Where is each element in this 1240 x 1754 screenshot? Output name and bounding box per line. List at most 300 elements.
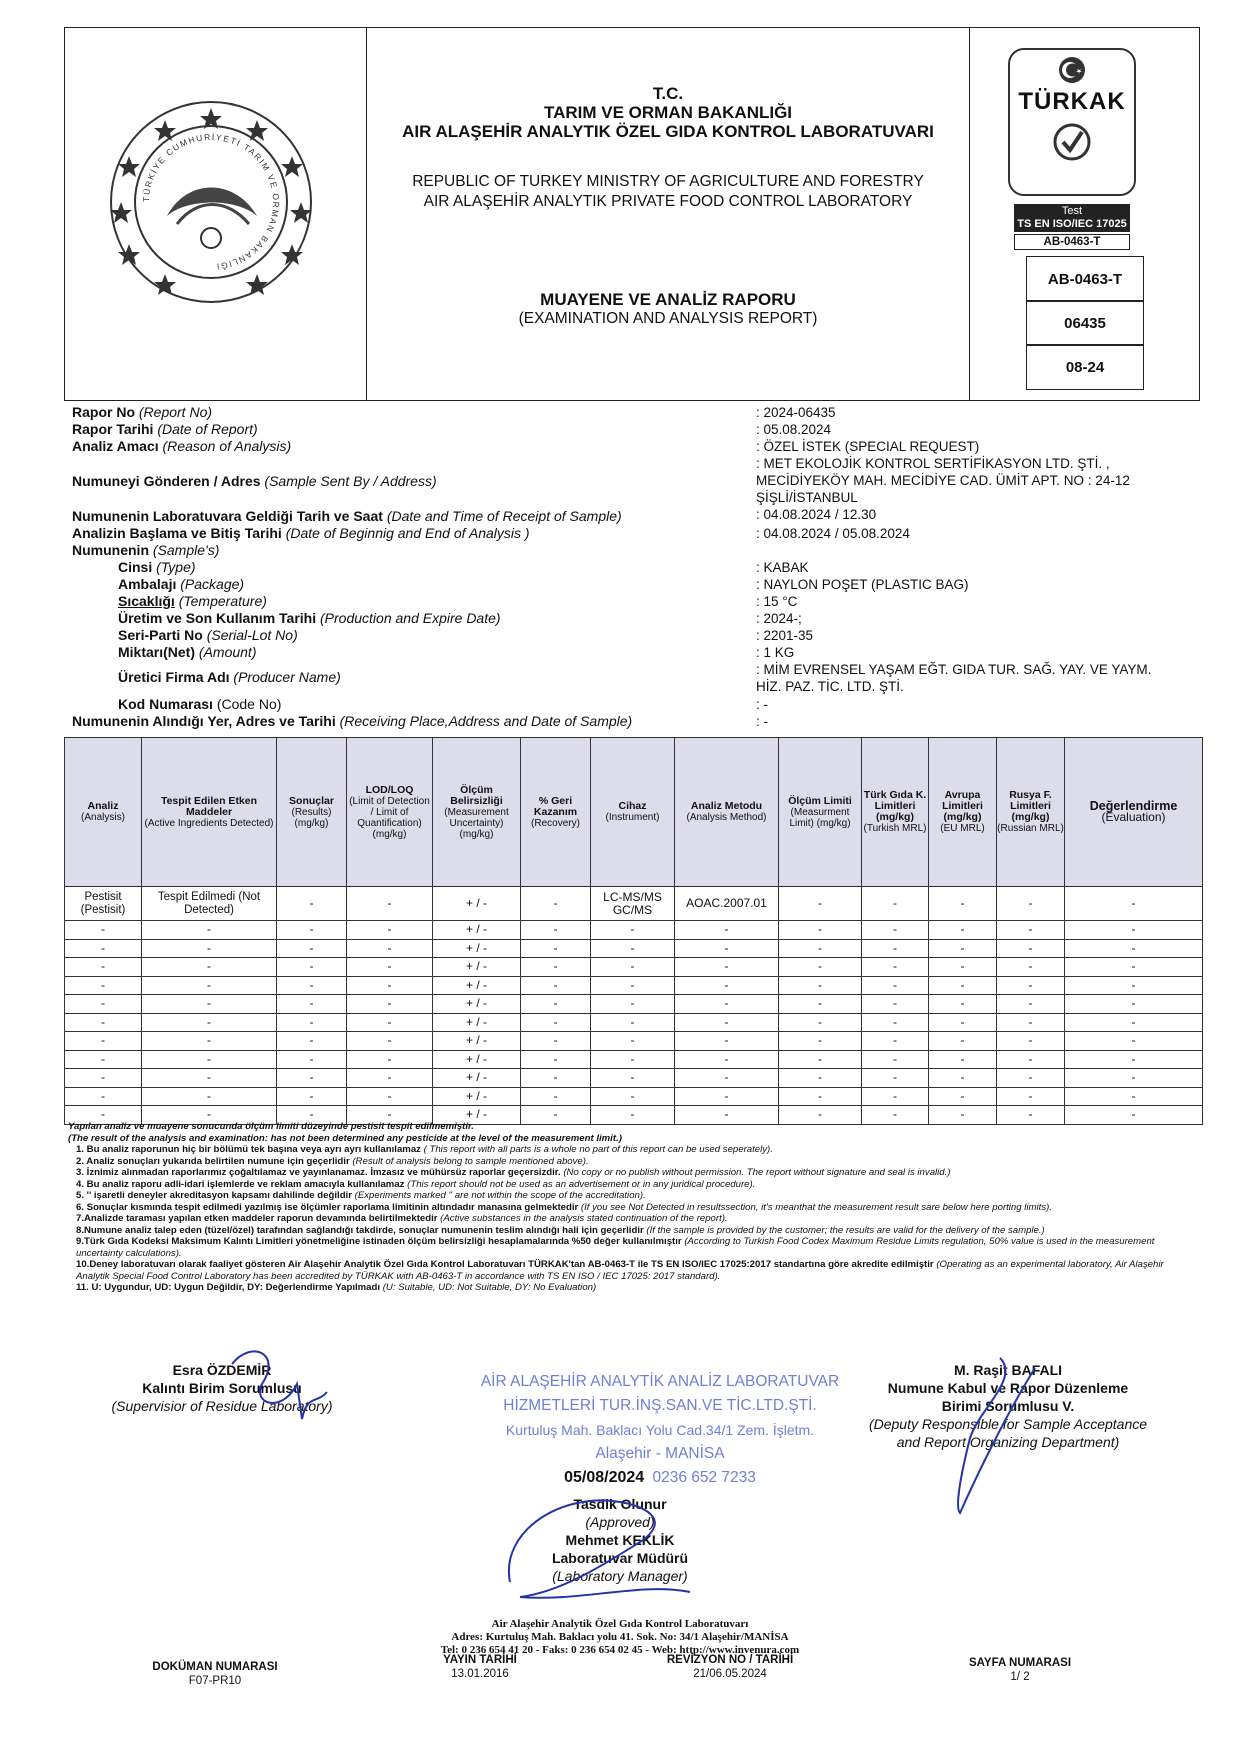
table-row [65, 887, 1203, 921]
cell-method: - [675, 939, 779, 958]
footer-page-number: SAYFA NUMARASI 1/ 2 [968, 1657, 1072, 1683]
accreditation-code-box: AB-0463-T [1026, 256, 1144, 302]
cell-results: - [277, 887, 347, 921]
cell-active-ingredients: - [142, 976, 277, 995]
cell-active-ingredients: - [142, 1069, 277, 1088]
cell-russian-mrl: - [997, 995, 1065, 1014]
info-amount-value: : 1 KG [756, 645, 795, 660]
table-row [65, 1087, 1203, 1106]
footer-contact-line: Tel: 0 236 654 41 20 - Faks: 0 236 654 02 45 - Web: http://www.invenura.com [440, 1644, 800, 1656]
cell-method: - [675, 958, 779, 977]
cell-recovery: - [521, 958, 591, 977]
cell-evaluation: - [1065, 976, 1203, 995]
cell-recovery: - [521, 1050, 591, 1069]
signer-center-role-tr: Laboratuvar Müdürü [551, 1550, 689, 1566]
cell-evaluation: - [1065, 921, 1203, 940]
note-item-tr: 9.Türk Gıda Kodeksi Maksimum Kalıntı Limitleri yönetmeliğine istinaden ölçüm belirsizliği hesaplamalarında %50 değer kullanılmıştır [76, 1236, 682, 1247]
cell-turkish-mrl: - [862, 921, 929, 940]
cell-results: - [277, 921, 347, 940]
cell-analysis: Pestisit (Pestisit) [65, 887, 142, 921]
stamp-line-2: HİZMETLERİ TUR.İNŞ.SAN.VE TİC.LTD.ŞTİ. [503, 1397, 817, 1414]
note-summary-tr: Yapılan analiz ve muayene sonucunda ölçüm limiti düzeyinde pestisit tespit edilmemiştir. [68, 1121, 474, 1132]
cell-eu-mrl: - [929, 939, 997, 958]
lab-title-en: AIR ALAŞEHİR ANALYTIK PRIVATE FOOD CONTROL LABORATORY [423, 193, 913, 210]
cell-evaluation: - [1065, 1087, 1203, 1106]
checkmark-circle-icon [1052, 122, 1092, 162]
signature-right-icon [940, 1348, 1050, 1518]
note-item-tr: 8.Numune analiz talep eden (tüzel/özel) tarafından sağlandığı takdirde, sonuçlar numunenin teslim alındığı hali için geçerlidir [76, 1224, 644, 1236]
cell-instrument: LC-MS/MS GC/MS [591, 887, 675, 921]
stamp-phone: 05/08/2024 0236 652 7233 [564, 1469, 756, 1486]
note-item-en: (Active substances in the analysis stated continuation of the report). [440, 1213, 728, 1224]
header-seal-cell [65, 28, 367, 400]
cell-lod-loq: - [347, 958, 433, 977]
info-code-no: Kod Numarası (Code No) [118, 696, 282, 712]
info-temperature: Sıcaklığı (Temperature) [118, 593, 267, 609]
approved-tr: Tasdik Olunur [573, 1496, 667, 1512]
note-item [76, 1225, 1188, 1237]
cell-measurement-limit: - [779, 1032, 862, 1051]
turkak-test-label: Test [1061, 205, 1083, 217]
note-item-tr: 4. Bu analiz raporu adli-idari işlemlerde ve reklam amacıyla kullanılamaz [76, 1178, 405, 1190]
note-item [76, 1179, 1188, 1191]
cell-instrument: - [591, 958, 675, 977]
info-type-value: : KABAK [756, 560, 809, 575]
cell-eu-mrl: - [929, 921, 997, 940]
cell-eu-mrl: - [929, 995, 997, 1014]
info-producer-value: : MİM EVRENSEL YAŞAM EĞT. GIDA TUR. SAĞ. YAY. VE YAYM. [756, 662, 1152, 677]
table-row [65, 939, 1203, 958]
cell-uncertainty: + / - [433, 1013, 521, 1032]
note-item-en: (This report should not be used as an advertisement or in any juridical procedure). [407, 1178, 756, 1190]
cell-russian-mrl: - [997, 1106, 1065, 1125]
cell-analysis: - [65, 1050, 142, 1069]
cell-analysis: - [65, 995, 142, 1014]
note-summary-en: (The result of the analysis and examination: has not been determined any pesticide at the level of the measurement limit.) [68, 1132, 622, 1144]
table-row [65, 976, 1203, 995]
cell-lod-loq: - [347, 921, 433, 940]
report-title-en: (EXAMINATION AND ANALYSIS REPORT) [518, 310, 818, 327]
info-receiving-place-value: : - [756, 714, 768, 729]
signer-center-role-en: (Laboratory Manager) [552, 1568, 688, 1584]
note-item [76, 1213, 1188, 1225]
ministry-title-en: REPUBLIC OF TURKEY MINISTRY OF AGRICULTURE AND FORESTRY [412, 173, 924, 190]
cell-analysis: - [65, 976, 142, 995]
info-report-no-value: : 2024-06435 [756, 405, 836, 420]
note-item-tr: 10.Deney laboratuvarı olarak faaliyet gösteren Air Alaşehir Analytik Özel Gıda Kontrol Laboratuvarı TÜRKAK'tan AB-0463-T ile TS EN ISO/IEC 17025:2017 standartına göre akredite edilmiştir [76, 1259, 934, 1270]
signature-left-icon [222, 1344, 332, 1424]
note-item [76, 1144, 1188, 1156]
cell-method: - [675, 995, 779, 1014]
cell-eu-mrl: - [929, 1013, 997, 1032]
approved-en: (Approved) [585, 1514, 655, 1530]
cell-evaluation: - [1065, 1013, 1203, 1032]
cell-method: - [675, 1106, 779, 1125]
stamp-line-3: Kurtuluş Mah. Baklacı Yolu Cad.34/1 Zem. İşletm. [505, 1422, 815, 1438]
info-receipt-date-value: : 04.08.2024 / 12.30 [756, 507, 877, 522]
info-analysis-reason-value: : ÖZEL İSTEK (SPECIAL REQUEST) [756, 439, 980, 454]
cell-eu-mrl: - [929, 1032, 997, 1051]
footer-revision: REVİZYON NO / TARİHİ 21/06.05.2024 [666, 1654, 794, 1680]
cell-measurement-limit: - [779, 976, 862, 995]
cell-method: - [675, 976, 779, 995]
note-item [76, 1190, 1188, 1202]
cell-turkish-mrl: - [862, 887, 929, 921]
info-code-no-value: : - [756, 697, 768, 712]
cell-evaluation: - [1065, 939, 1203, 958]
cell-results: - [277, 976, 347, 995]
note-item-en: (Result of analysis belong to sample mentioned above). [352, 1155, 589, 1167]
table-row [65, 1013, 1203, 1032]
col-russian-mrl: Rusya F. Limitleri (mg/kg) (Russian MRL) [997, 738, 1065, 887]
cell-turkish-mrl: - [862, 939, 929, 958]
cell-russian-mrl: - [997, 1069, 1065, 1088]
note-item [76, 1156, 1188, 1168]
col-lod-loq: LOD/LOQ (Limit of Detection / Limit of Quantification) (mg/kg) [347, 738, 433, 887]
signer-left-role-en: (Supervisior of Residue Laboratory) [111, 1398, 333, 1414]
cell-active-ingredients: - [142, 1050, 277, 1069]
cell-recovery: - [521, 1032, 591, 1051]
cell-lod-loq: - [347, 976, 433, 995]
note-item [76, 1202, 1188, 1214]
cell-measurement-limit: - [779, 921, 862, 940]
ministry-title-tr: TARIM VE ORMAN BAKANLIĞI [543, 103, 793, 122]
cell-active-ingredients: - [142, 1087, 277, 1106]
cell-recovery: - [521, 1069, 591, 1088]
col-analysis: Analiz (Analysis) [65, 738, 142, 887]
cell-instrument: - [591, 995, 675, 1014]
cell-turkish-mrl: - [862, 995, 929, 1014]
cell-method: - [675, 1013, 779, 1032]
cell-uncertainty: + / - [433, 939, 521, 958]
note-item-en: (Operating as an experimental laboratory, Air Alaşehir Analytik Special Food Control Laboratory has been accredited by TÜRKAK with AB-0463-T in accordance with TS EN ISO / IEC 17025: 2017 standard). [76, 1259, 1164, 1282]
cell-turkish-mrl: - [862, 1032, 929, 1051]
cell-lod-loq: - [347, 1013, 433, 1032]
signer-right-name: M. Raşit BAFALI [953, 1362, 1063, 1378]
crescent-star-icon [1058, 56, 1086, 84]
cell-eu-mrl: - [929, 1087, 997, 1106]
cell-evaluation: - [1065, 1069, 1203, 1088]
cell-recovery: - [521, 995, 591, 1014]
cell-active-ingredients: - [142, 1032, 277, 1051]
col-uncertainty: Ölçüm Belirsizliği (Measurement Uncertainty) (mg/kg) [433, 738, 521, 887]
cell-analysis: - [65, 1013, 142, 1032]
note-item [76, 1236, 1188, 1259]
cell-analysis: - [65, 921, 142, 940]
cell-uncertainty: + / - [433, 1032, 521, 1051]
col-evaluation: Değerlendirme (Evaluation) [1065, 738, 1203, 887]
cell-instrument: - [591, 1013, 675, 1032]
cell-eu-mrl: - [929, 1106, 997, 1125]
report-header [64, 27, 1200, 401]
signer-center-name: Mehmet KEKLİK [565, 1532, 675, 1548]
cell-active-ingredients: Tespit Edilmedi (Not Detected) [142, 887, 277, 921]
cell-active-ingredients: - [142, 1106, 277, 1125]
results-table-body [65, 887, 1203, 1125]
cell-analysis: - [65, 939, 142, 958]
signer-right-role-en-2: and Report Organizing Department) [896, 1434, 1120, 1450]
cell-eu-mrl: - [929, 958, 997, 977]
cell-measurement-limit: - [779, 1069, 862, 1088]
col-results: Sonuçlar (Results) (mg/kg) [277, 738, 347, 887]
info-report-no: Rapor No (Report No) [72, 404, 213, 420]
svg-text:TÜRKİYE CUMHURİYETİ TARIM VE O: TÜRKİYE CUMHURİYETİ TARIM VE ORMAN BAKANLIĞI [140, 131, 282, 272]
cell-lod-loq: - [347, 1032, 433, 1051]
cell-uncertainty: + / - [433, 887, 521, 921]
table-row [65, 921, 1203, 940]
footer-publish-date: YAYIN TARİHİ 13.01.2016 [443, 1654, 517, 1680]
cell-eu-mrl: - [929, 976, 997, 995]
info-package: Ambalajı (Package) [118, 576, 245, 592]
report-notes [68, 1121, 1188, 1294]
col-recovery: % Geri Kazanım (Recovery) [521, 738, 591, 887]
note-item-tr: 3. İznimiz alınmadan raporlarımız çoğaltılamaz ve yayınlanamaz. İmzasız ve mühürsüz raporlar geçersizdir. [76, 1167, 561, 1178]
signer-right-role-en-1: (Deputy Responsible for Sample Acceptance [868, 1416, 1148, 1432]
note-item-en: (According to Turkish Food Codex Maximum Residue Limits regulation, 50% value is used in the measurement uncertainty calculations). [76, 1236, 1155, 1259]
cell-analysis: - [65, 1069, 142, 1088]
turkak-code: AB-0463-T [1014, 234, 1130, 250]
cell-instrument: - [591, 1087, 675, 1106]
cell-turkish-mrl: - [862, 1069, 929, 1088]
cell-turkish-mrl: - [862, 1050, 929, 1069]
cell-analysis: - [65, 1032, 142, 1051]
cell-uncertainty: + / - [433, 958, 521, 977]
cell-evaluation: - [1065, 1106, 1203, 1125]
cell-evaluation: - [1065, 1032, 1203, 1051]
cell-uncertainty: + / - [433, 995, 521, 1014]
note-item-en: (No copy or no publish without permission. The report without signature and seal is invalid.) [563, 1167, 951, 1178]
cell-measurement-limit: - [779, 995, 862, 1014]
cell-method: AOAC.2007.01 [675, 887, 779, 921]
report-number-box: 06435 [1026, 300, 1144, 346]
signer-left-role-tr: Kalıntı Birim Sorumlusu [142, 1380, 302, 1396]
cell-eu-mrl: - [929, 1050, 997, 1069]
cell-results: - [277, 995, 347, 1014]
col-instrument: Cihaz (Instrument) [591, 738, 675, 887]
cell-russian-mrl: - [997, 1013, 1065, 1032]
cell-results: - [277, 1087, 347, 1106]
signer-left-name: Esra ÖZDEMİR [172, 1362, 272, 1378]
cell-instrument: - [591, 1106, 675, 1125]
stamp-line-4: Alaşehir - MANİSA [595, 1445, 725, 1462]
cell-uncertainty: + / - [433, 1087, 521, 1106]
info-sender-address: MECİDİYEKÖY MAH. MECİDİYE CAD. ÜMİT APT. NO : 24-12 [756, 473, 1130, 488]
footer-address [0, 1618, 1240, 1657]
cell-uncertainty: + / - [433, 1069, 521, 1088]
info-report-date: Rapor Tarihi (Date of Report) [72, 421, 258, 437]
table-row [65, 1050, 1203, 1069]
cell-turkish-mrl: - [862, 958, 929, 977]
info-analysis-dates-value: : 04.08.2024 / 05.08.2024 [756, 526, 910, 541]
note-item-tr: 7.Analizde taraması yapılan etken maddeler raporun devamında belirtilmektedir [76, 1213, 438, 1224]
cell-analysis: - [65, 1106, 142, 1125]
col-turkish-mrl: Türk Gıda K. Limitleri (mg/kg) (Turkish MRL) [862, 738, 929, 887]
info-amount: Miktarı(Net) (Amount) [118, 644, 257, 660]
cell-lod-loq: - [347, 1069, 433, 1088]
info-producer-value-2: HİZ. PAZ. TİC. LTD. ŞTİ. [756, 679, 904, 694]
cell-measurement-limit: - [779, 1087, 862, 1106]
cell-recovery: - [521, 1013, 591, 1032]
col-method: Analiz Metodu (Analysis Method) [675, 738, 779, 887]
cell-instrument: - [591, 1032, 675, 1051]
info-sender: Numuneyi Gönderen / Adres (Sample Sent By / Address) [72, 473, 437, 489]
cell-recovery: - [521, 921, 591, 940]
info-serial-lot-value: : 2201-35 [756, 628, 814, 643]
cell-instrument: - [591, 976, 675, 995]
signer-right-role-tr-1: Numune Kabul ve Rapor Düzenleme [887, 1380, 1129, 1396]
cell-recovery: - [521, 1106, 591, 1125]
cell-lod-loq: - [347, 1106, 433, 1125]
info-receiving-place: Numunenin Alındığı Yer, Adres ve Tarihi (Receiving Place,Address and Date of Sample) [72, 713, 633, 729]
note-item-tr: 11. U: Uygundur, UD: Uygun Değildir, DY: Değerlendirme Yapılmadı [76, 1282, 381, 1293]
signer-right-role-tr-2: Birimi Sorumlusu V. [941, 1398, 1075, 1414]
cell-method: - [675, 1050, 779, 1069]
results-table [64, 737, 1203, 1125]
stamp-line-1: AİR ALAŞEHİR ANALYTİK ANALİZ LABORATUVAR [480, 1373, 840, 1390]
cell-russian-mrl: - [997, 1087, 1065, 1106]
cell-results: - [277, 1050, 347, 1069]
cell-measurement-limit: - [779, 1050, 862, 1069]
cell-recovery: - [521, 887, 591, 921]
cell-measurement-limit: - [779, 887, 862, 921]
notes-list [68, 1144, 1188, 1294]
info-receipt-date: Numunenin Laboratuvara Geldiği Tarih ve Saat (Date and Time of Receipt of Sample) [72, 508, 622, 524]
cell-lod-loq: - [347, 995, 433, 1014]
col-eu-mrl: Avrupa Limitleri (mg/kg) (EU MRL) [929, 738, 997, 887]
cell-uncertainty: + / - [433, 1050, 521, 1069]
info-serial-lot: Seri-Parti No (Serial-Lot No) [118, 627, 298, 643]
turkak-wordmark: TÜRKAK [1018, 88, 1126, 115]
cell-results: - [277, 1106, 347, 1125]
cell-measurement-limit: - [779, 939, 862, 958]
cell-recovery: - [521, 976, 591, 995]
cell-instrument: - [591, 921, 675, 940]
info-analysis-reason: Analiz Amacı (Reason of Analysis) [72, 438, 292, 454]
note-item-tr: 5. '' işaretli deneyler akreditasyon kapsamı dahilinde değildir [76, 1190, 352, 1201]
cell-active-ingredients: - [142, 921, 277, 940]
lab-title-tr: AIR ALAŞEHİR ANALYTIK ÖZEL GIDA KONTROL LABORATUVARI [402, 122, 934, 141]
cell-turkish-mrl: - [862, 1087, 929, 1106]
ministry-seal-icon [107, 98, 315, 306]
note-item [76, 1259, 1188, 1282]
approval-date: 05/08/2024 [564, 1469, 645, 1486]
info-type: Cinsi (Type) [118, 559, 196, 575]
cell-active-ingredients: - [142, 939, 277, 958]
cell-recovery: - [521, 939, 591, 958]
note-item-tr: 6. Sonuçlar kısmında tespit edilmedi yazılmış ise ölçümler raporlama limitinin altındadır manasına gelmektedir [76, 1201, 579, 1213]
cell-russian-mrl: - [997, 976, 1065, 995]
cell-turkish-mrl: - [862, 976, 929, 995]
turkak-logo [1008, 48, 1138, 258]
cell-uncertainty: + / - [433, 976, 521, 995]
cell-russian-mrl: - [997, 939, 1065, 958]
info-production-expire: Üretim ve Son Kullanım Tarihi (Production and Expire Date) [118, 610, 501, 626]
cell-measurement-limit: - [779, 1013, 862, 1032]
cell-measurement-limit: - [779, 1106, 862, 1125]
col-active-ingredients: Tespit Edilen Etken Maddeler (Active Ingredients Detected) [142, 738, 277, 887]
cell-lod-loq: - [347, 1050, 433, 1069]
footer-doc-number: DOKÜMAN NUMARASI F07-PR10 [152, 1661, 278, 1687]
cell-evaluation: - [1065, 1050, 1203, 1069]
note-item-en: (If the sample is provided by the customer; the results are valid for the delivery of the sample.) [646, 1224, 1045, 1236]
cell-lod-loq: - [347, 939, 433, 958]
cell-active-ingredients: - [142, 995, 277, 1014]
header-accreditation-cell [969, 28, 1199, 400]
cell-recovery: - [521, 1087, 591, 1106]
cell-active-ingredients: - [142, 1013, 277, 1032]
note-item-en: (Experiments marked '' are not within the scope of the accreditation). [354, 1190, 646, 1201]
table-row [65, 1032, 1203, 1051]
cell-method: - [675, 1069, 779, 1088]
signature-center-icon [500, 1472, 700, 1612]
cell-russian-mrl: - [997, 1050, 1065, 1069]
cell-results: - [277, 1032, 347, 1051]
cell-russian-mrl: - [997, 958, 1065, 977]
cell-results: - [277, 1013, 347, 1032]
cell-uncertainty: + / - [433, 1106, 521, 1125]
info-producer: Üretici Firma Adı (Producer Name) [118, 669, 341, 685]
info-sample-header: Numunenin (Sample's) [72, 542, 220, 558]
cell-eu-mrl: - [929, 1069, 997, 1088]
cell-evaluation: - [1065, 995, 1203, 1014]
cell-measurement-limit: - [779, 958, 862, 977]
info-analysis-dates: Analizin Başlama ve Bitiş Tarihi (Date of Beginnig and End of Analysis ) [72, 525, 530, 541]
cell-analysis: - [65, 1087, 142, 1106]
info-sender-city: ŞİŞLİ/İSTANBUL [756, 490, 858, 505]
cell-method: - [675, 1087, 779, 1106]
cell-instrument: - [591, 1069, 675, 1088]
info-package-value: : NAYLON POŞET (PLASTIC BAG) [756, 577, 969, 592]
info-production-expire-value: : 2024-; [756, 611, 802, 626]
info-report-date-value: : 05.08.2024 [756, 422, 832, 437]
cell-active-ingredients: - [142, 958, 277, 977]
cell-instrument: - [591, 1050, 675, 1069]
cell-evaluation: - [1065, 958, 1203, 977]
info-sender-value: : MET EKOLOJİK KONTROL SERTİFİKASYON LTD. ŞTİ. , [756, 456, 1110, 471]
info-temperature-value: : 15 °C [756, 594, 798, 609]
cell-turkish-mrl: - [862, 1013, 929, 1032]
table-header-row [65, 738, 1203, 887]
footer-address-line: Adres: Kurtuluş Mah. Baklacı yolu 41. Sok. No: 34/1 Alaşehir/MANİSA [451, 1631, 789, 1643]
note-item-en: ( This report with all parts is a whole no part of this report can be used seperately). [423, 1144, 773, 1155]
cell-instrument: - [591, 939, 675, 958]
table-row [65, 1069, 1203, 1088]
cell-results: - [277, 939, 347, 958]
cell-results: - [277, 958, 347, 977]
table-row [65, 958, 1203, 977]
cell-turkish-mrl: - [862, 1106, 929, 1125]
cell-russian-mrl: - [997, 1032, 1065, 1051]
turkak-standard: TS EN ISO/IEC 17025 [1017, 218, 1127, 230]
note-item-en: (If you see Not Detected in resultssection, it's meanthat the measurement result sare below here porting limits). [580, 1201, 1052, 1213]
cell-lod-loq: - [347, 887, 433, 921]
report-period-box: 08-24 [1026, 344, 1144, 390]
cell-method: - [675, 921, 779, 940]
note-item [76, 1282, 1188, 1294]
cell-analysis: - [65, 958, 142, 977]
table-row [65, 995, 1203, 1014]
header-title-cell [367, 28, 969, 400]
report-title-tr: MUAYENE VE ANALİZ RAPORU [540, 290, 796, 309]
col-measurement-limit: Ölçüm Limiti (Measurment Limit) (mg/kg) [779, 738, 862, 887]
tc-title: T.C. [652, 84, 684, 103]
note-item-tr: 2. Analiz sonuçları yukarıda belirtilen numune için geçerlidir [76, 1155, 350, 1167]
cell-eu-mrl: - [929, 887, 997, 921]
cell-results: - [277, 1069, 347, 1088]
cell-russian-mrl: - [997, 921, 1065, 940]
cell-lod-loq: - [347, 1087, 433, 1106]
footer-lab-name: Air Alaşehir Analytik Özel Gıda Kontrol Laboratuvarı [491, 1618, 749, 1630]
